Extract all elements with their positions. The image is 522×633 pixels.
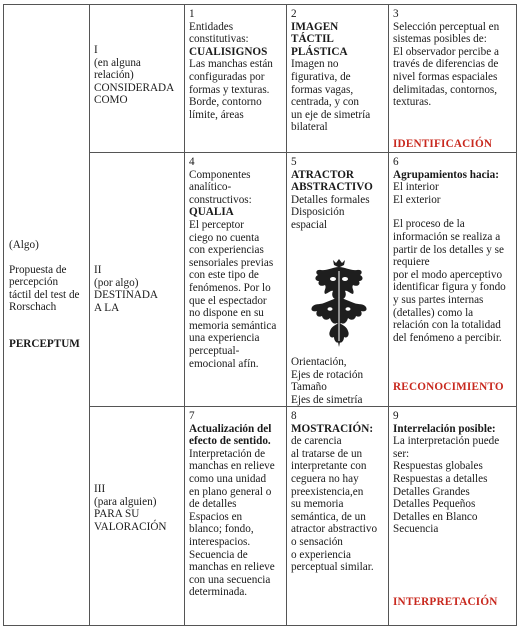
cell-line: Selección perceptual en [393, 20, 500, 33]
row-1-header [91, 42, 184, 109]
cell-2 [288, 6, 388, 136]
proposal-line: Propuesta de [9, 263, 67, 276]
cell-line: que el espectador [189, 294, 267, 307]
cell-line: su memoria [291, 498, 344, 511]
cell-line: Detalles Grandes [393, 485, 470, 498]
row-header-line: CONSIDERADA [94, 81, 175, 94]
cell-1 [186, 6, 286, 123]
cell-5 [288, 154, 388, 234]
cell-line: bilateral [291, 121, 328, 134]
row-header-line: DESTINADA [94, 289, 159, 302]
cell-line: formas vagas, [291, 83, 354, 96]
table-border-top [3, 4, 517, 5]
cell-line: fenómenos. Por lo [189, 281, 271, 294]
cell-number: 2 [291, 8, 297, 20]
cell-line: (detalles) como la [393, 306, 474, 319]
table-border-left [3, 4, 4, 626]
cell-line: un eje de simetría [291, 108, 371, 121]
row-header-line: I [94, 44, 98, 56]
interpretacion-label: INTERPRETACIÓN [393, 596, 498, 608]
cell-heading: CUALISIGNOS [189, 45, 268, 58]
cell-line: límite, áreas [189, 108, 244, 121]
cell-line: Tamaño [291, 381, 327, 394]
cell-line: Entidades [189, 20, 234, 33]
cell-line: texturas. [393, 96, 432, 109]
cell-line: ciego no cuenta [189, 231, 260, 244]
cell-line: preexistencia,en [291, 485, 364, 498]
left-column [6, 237, 88, 353]
cell-line: El interior [393, 181, 439, 194]
inkblot-image [303, 257, 375, 349]
proposal-line: Rorschach [9, 301, 57, 314]
row-header-line: A LA [94, 301, 120, 314]
cell-line: constitutivas: [189, 33, 249, 46]
cell-line: analítico- [189, 181, 232, 194]
proposal-line: táctil del test de [9, 288, 80, 301]
cell-line: El exterior [393, 193, 441, 206]
perceptum-table [3, 4, 517, 626]
row-header-line: (para alguien) [94, 495, 157, 508]
cell-line: memoria semántica [189, 319, 277, 332]
row-header-line: (en alguna [94, 56, 141, 69]
cell-line: Espacios en [189, 510, 243, 523]
cell-line: Componentes [189, 168, 251, 181]
cell-number: 7 [189, 410, 195, 422]
cell-number: 9 [393, 410, 399, 422]
cell-heading: IMAGEN [291, 20, 339, 33]
cell-line: con este tipo de [189, 269, 259, 282]
row-header-line: COMO [94, 94, 128, 107]
cell-line: perceptual- [189, 344, 240, 357]
cell-line: relación con la totalidad [393, 319, 501, 332]
cell-line: Borde, contorno [189, 96, 262, 109]
cell-line: centrada, y con [291, 96, 360, 109]
cell-heading: Agrupamientos hacia: [393, 168, 499, 181]
cell-line: con experiencias [189, 244, 264, 257]
cell-heading: ABSTRACTIVO [291, 181, 373, 194]
cell-line: Respuestas globales [393, 460, 483, 473]
perceptum-label: PERCEPTUM [9, 337, 80, 350]
cell-line: blanco; fondo, [189, 523, 254, 536]
cell-line: constructivos: [189, 193, 252, 206]
cell-line: por el modo aperceptivo [393, 268, 503, 281]
row-3-header [91, 481, 184, 535]
col-divider-1 [89, 4, 90, 626]
cell-line: nivel formas espaciales [393, 70, 498, 83]
row-header-line: relación) [94, 69, 134, 82]
cell-line: Ejes de simetría [291, 393, 363, 406]
cell-3 [390, 6, 517, 111]
col-divider-2 [184, 4, 185, 626]
cell-number: 4 [189, 156, 195, 168]
cell-line: del fenómeno a percibir. [393, 331, 502, 344]
cell-line: través de diferencias de [393, 58, 499, 71]
cell-heading: QUALIA [189, 206, 234, 219]
cell-heading: Interrelación posible: [393, 422, 496, 435]
cell-line: al tratarse de un [291, 447, 363, 460]
cell-line: Las manchas están [189, 58, 273, 71]
cell-line: información se realiza a [393, 230, 501, 243]
cell-line: con una secuencia [189, 573, 271, 586]
cell-line: como una unidad [189, 472, 267, 485]
cell-line: requiere [393, 256, 430, 269]
cell-line: delimitadas, contornos, [393, 83, 498, 96]
cell-line: atractor abstractivo [291, 523, 378, 536]
cell-number: 1 [189, 8, 195, 20]
cell-line: de detalles [189, 498, 237, 511]
table-border-bottom [3, 625, 517, 626]
cell-line: espacial [291, 218, 328, 231]
cell-line: sistemas posibles de: [393, 33, 487, 46]
cell-line: no dispone en su [189, 307, 264, 320]
cell-line: configuradas por [189, 70, 265, 83]
cell-line: Secuencia de [189, 548, 248, 561]
cell-heading: PLÁSTICA [291, 45, 348, 58]
cell-line: Detalles Pequeños [393, 498, 476, 511]
cell-line: Interpretación de [189, 447, 266, 460]
cell-line: interespacios. [189, 535, 251, 548]
cell-line: manchas en relieve [189, 561, 275, 574]
cell-heading: Actualización del [189, 422, 272, 435]
cell-line: sensoriales previas [189, 256, 274, 269]
cell-line: formas y texturas. [189, 83, 270, 96]
cell-line: ceguera no hay [291, 472, 359, 485]
cell-line: Orientación, [291, 356, 347, 368]
col-divider-4 [388, 4, 389, 626]
cell-line: Detalles formales [291, 193, 370, 206]
proposal-line: percepción [9, 276, 59, 289]
cell-line: interpretante con [291, 460, 367, 473]
cell-line: Ejes de rotación [291, 368, 364, 381]
algo-label: (Algo) [9, 239, 39, 251]
cell-line: El perceptor [189, 218, 244, 231]
cell-line: Detalles en Blanco [393, 510, 478, 523]
identificacion-label: IDENTIFICACIÓN [393, 138, 493, 150]
cell-line: ser: [393, 447, 410, 460]
cell-heading: MOSTRACIÓN: [291, 422, 374, 435]
cell-line: manchas en relieve [189, 460, 275, 473]
cell-5-bottom [288, 354, 388, 408]
cell-line: de carencia [291, 435, 342, 448]
cell-line: o sensación [291, 535, 343, 548]
cell-line: emocional afín. [189, 357, 259, 370]
cell-line: Disposición [291, 206, 345, 219]
col-divider-3 [286, 4, 287, 626]
cell-line: identificar figura y fondo [393, 281, 506, 294]
row-header-line: III [94, 483, 106, 495]
cell-line: y sus partes internas [393, 293, 484, 306]
cell-heading: efecto de sentido. [189, 435, 271, 448]
cell-line: El proceso de la [393, 218, 465, 231]
cell-8 [288, 408, 388, 576]
cell-line: determinada. [189, 586, 248, 599]
cell-line: Imagen no [291, 58, 339, 71]
row-header-line: II [94, 264, 102, 276]
cell-line: Secuencia [393, 523, 439, 536]
cell-line: La interpretación puede [393, 435, 500, 448]
cell-line: figurativa, de [291, 70, 351, 83]
cell-9 [390, 408, 517, 538]
cell-line: semántica, de un [291, 510, 366, 523]
cell-6 [390, 154, 517, 346]
cell-number: 8 [291, 410, 297, 422]
cell-line: El observador percibe a [393, 45, 499, 58]
cell-number: 3 [393, 8, 399, 20]
row-header-line: (por algo) [94, 276, 139, 289]
reconocimiento-label: RECONOCIMIENTO [393, 381, 504, 393]
cell-4 [186, 154, 286, 372]
cell-heading: TÁCTIL [291, 33, 334, 46]
row-2-header [91, 262, 184, 316]
cell-line: partir de los detalles y se [393, 243, 504, 256]
row-header-line: VALORACIÓN [94, 520, 167, 533]
cell-line: una experiencia [189, 332, 260, 345]
cell-number: 5 [291, 156, 297, 168]
cell-line: perceptual similar. [291, 561, 374, 574]
cell-line: en plano general o [189, 485, 272, 498]
cell-number: 6 [393, 156, 399, 168]
cell-heading: ATRACTOR [291, 168, 354, 181]
cell-line: o experiencia [291, 548, 351, 561]
cell-7 [186, 408, 286, 601]
row-header-line: PARA SU [94, 508, 140, 521]
cell-line: Respuestas a detalles [393, 472, 488, 485]
